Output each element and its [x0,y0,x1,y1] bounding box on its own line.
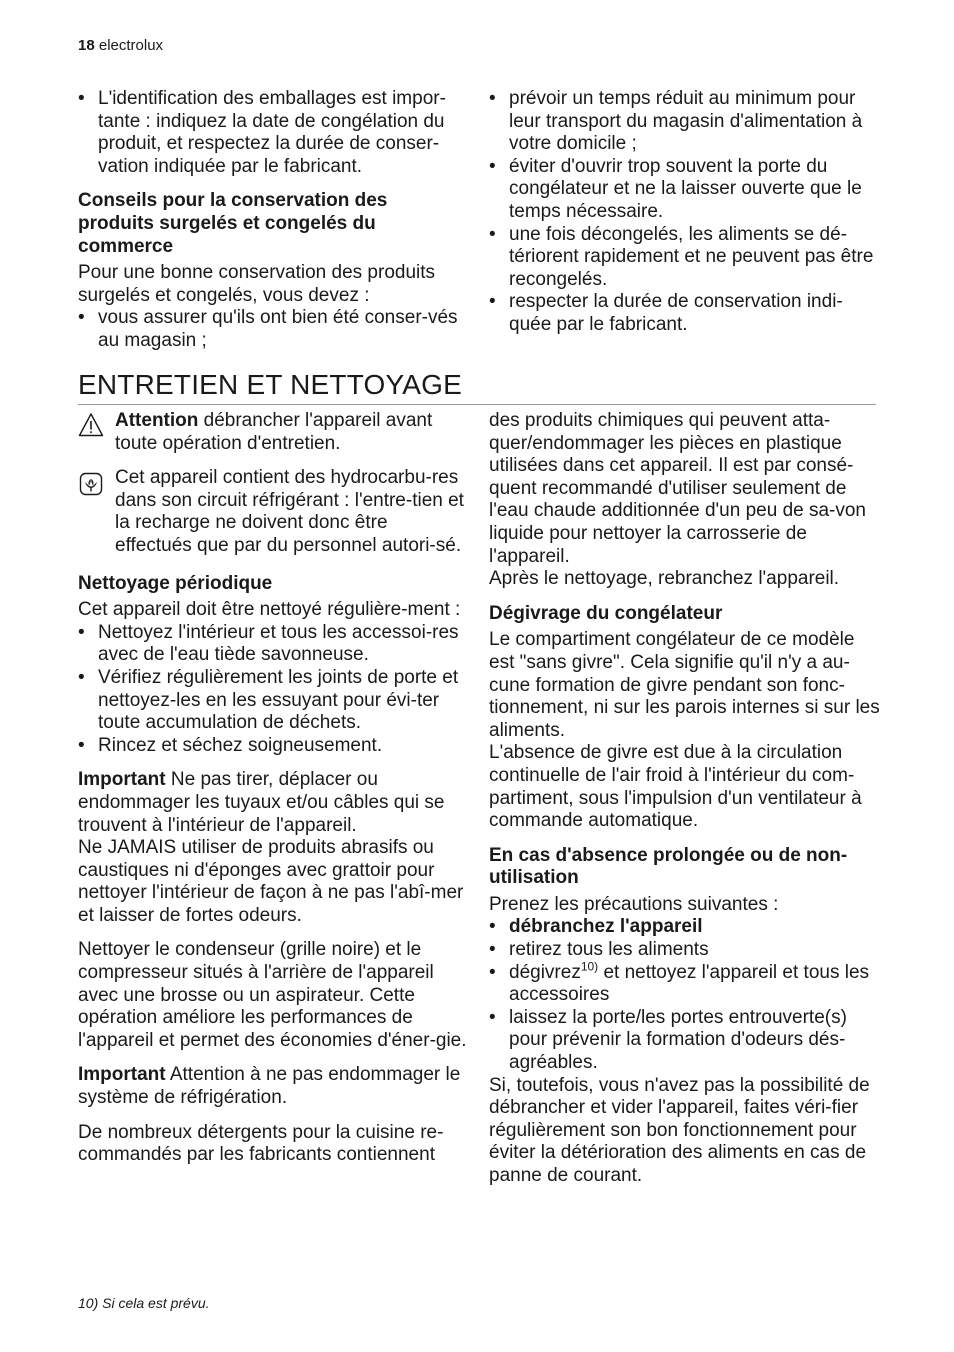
list-item: • laissez la porte/les portes entrouverte(s) pour prévenir la formation d'odeurs dés-agréables. [489,1007,881,1075]
brand-name: electrolux [98,37,164,54]
list-item: • Vérifiez régulièrement les joints de porte et nettoyez-les en les essuyant pour évi-ter toute accumulation de déchets. [78,667,468,735]
important-label: Important [78,769,166,791]
paragraph: L'absence de givre est due à la circulation continuelle de l'air froid à l'intérieur du com-partiment, sous l'impulsion d'un ventilateur à commande automatique. [489,742,862,832]
attention-body: débrancher l'appareil avant toute opération d'entretien. [115,410,433,454]
list-item [489,916,881,939]
page-header [78,36,163,56]
top-left-column [78,88,468,353]
section-divider [78,404,876,405]
main-right-column [489,410,881,1188]
absence-heading: En cas d'absence prolongée ou de non-utilisation [489,844,848,889]
attention-label: Attention [115,410,199,431]
paragraph: Nettoyer le condenseur (grille noire) et le compresseur situés à l'arrière de l'appareil avec une brosse ou un aspirateur. Cette opération améliore les performances de l'appareil et permet des économies d'éner-gie. [78,939,467,1051]
list-item-bold: débranchez l'appareil [509,916,703,938]
list-item: • éviter d'ouvrir trop souvent la porte du congélateur et ne la laisser ouverte que le temps nécessaire. [489,156,881,224]
list-item-text: dégivrez [509,961,581,983]
important-label: Important [78,1064,166,1086]
paragraph: De nombreux détergents pour la cuisine re-commandés par les fabricants contiennent [78,1121,444,1166]
main-left-column [78,410,468,1167]
attention-note [78,410,468,455]
list-item: • respecter la durée de conservation indi-quée par le fabricant. [489,291,881,336]
environment-icon [78,471,104,497]
paragraph: Cet appareil doit être nettoyé régulière-ment : [78,599,461,621]
environment-text: Cet appareil contient des hydrocarbu-res dans son circuit réfrigérant : l'entre-tien et la recharge ne doivent donc être effectués que par du personnel autori-sé. [115,467,464,556]
paragraph: Pour une bonne conservation des produits surgelés et congelés, vous devez : [78,262,436,306]
important-body: Attention à ne pas endommager le système de réfrigération. [78,1064,461,1109]
paragraph: des produits chimiques qui peuvent atta-quer/endommager les pièces en plastique utilisées dans cet appareil. Il est par consé-quent recommandé d'utiliser seulement de l'eau chaude additionnée d'un peu de sa-von liquide pour nettoyer la carrosserie de l'appareil. [489,410,867,567]
list-item-text: et nettoyez l'appareil et tous les accessoires [509,961,870,1006]
paragraph: Le compartiment congélateur de ce modèle est "sans givre". Cela signifie qu'il n'y a au-cune formation de givre pendant son fonc-tionnement, ni sur les parois internes si sur les aliments. [489,629,880,741]
section-title: ENTRETIEN ET NETTOYAGE [78,369,463,400]
paragraph: Si, toutefois, vous n'avez pas la possibilité de débrancher et vider l'appareil, faites véri-fier régulièrement son bon fonctionnement pour éviter la détérioration des aliments en cas de panne de courant. [489,1074,870,1186]
paragraph: Prenez les précautions suivantes : [489,893,779,915]
attention-text [115,410,468,455]
paragraph: Après le nettoyage, rebranchez l'appareil. [489,568,840,590]
footnote-ref: 10) [580,959,599,974]
periodic-heading: Nettoyage périodique [78,572,273,594]
warning-icon [78,412,104,438]
important-body: Ne pas tirer, déplacer ou endommager les tuyaux et/ou câbles qui se trouvent à l'intérieur de l'appareil. [78,769,445,836]
list-item: • prévoir un temps réduit au minimum pour leur transport du magasin d'alimentation à votre domicile ; [489,88,881,156]
list-item: • Nettoyez l'intérieur et tous les accessoi-res avec de l'eau tiède savonneuse. [78,622,468,667]
important-note-1 [78,769,468,837]
defrost-heading: Dégivrage du congélateur [489,602,723,624]
list-item: • L'identification des emballages est impor-tante : indiquez la date de congélation du produit, et respectez la durée de conser-vation indiquée par le fabricant. [78,88,468,178]
footnote: 10) Si cela est prévu. [78,1295,210,1311]
paragraph: Ne JAMAIS utiliser de produits abrasifs ou caustiques ni d'éponges avec grattoir pour nettoyer l'intérieur de façon à ne pas l'abî-mer et laisser de fortes odeurs. [78,837,464,926]
list-item: • vous assurer qu'ils ont bien été conser-vés au magasin ; [78,307,468,352]
page-number: 18 [78,37,95,54]
list-item: • Rincez et séchez soigneusement. [78,735,468,758]
environment-note [78,467,468,557]
list-item: • une fois décongelés, les aliments se dé-tériorent rapidement et ne peuvent pas être recongelés. [489,224,881,292]
list-item [489,959,881,1007]
list-item: • retirez tous les aliments [489,939,881,962]
important-note-2 [78,1064,468,1109]
section-heading: Conseils pour la conservation des produits surgelés et congelés du commerce [78,190,388,257]
top-right-column [489,88,881,337]
